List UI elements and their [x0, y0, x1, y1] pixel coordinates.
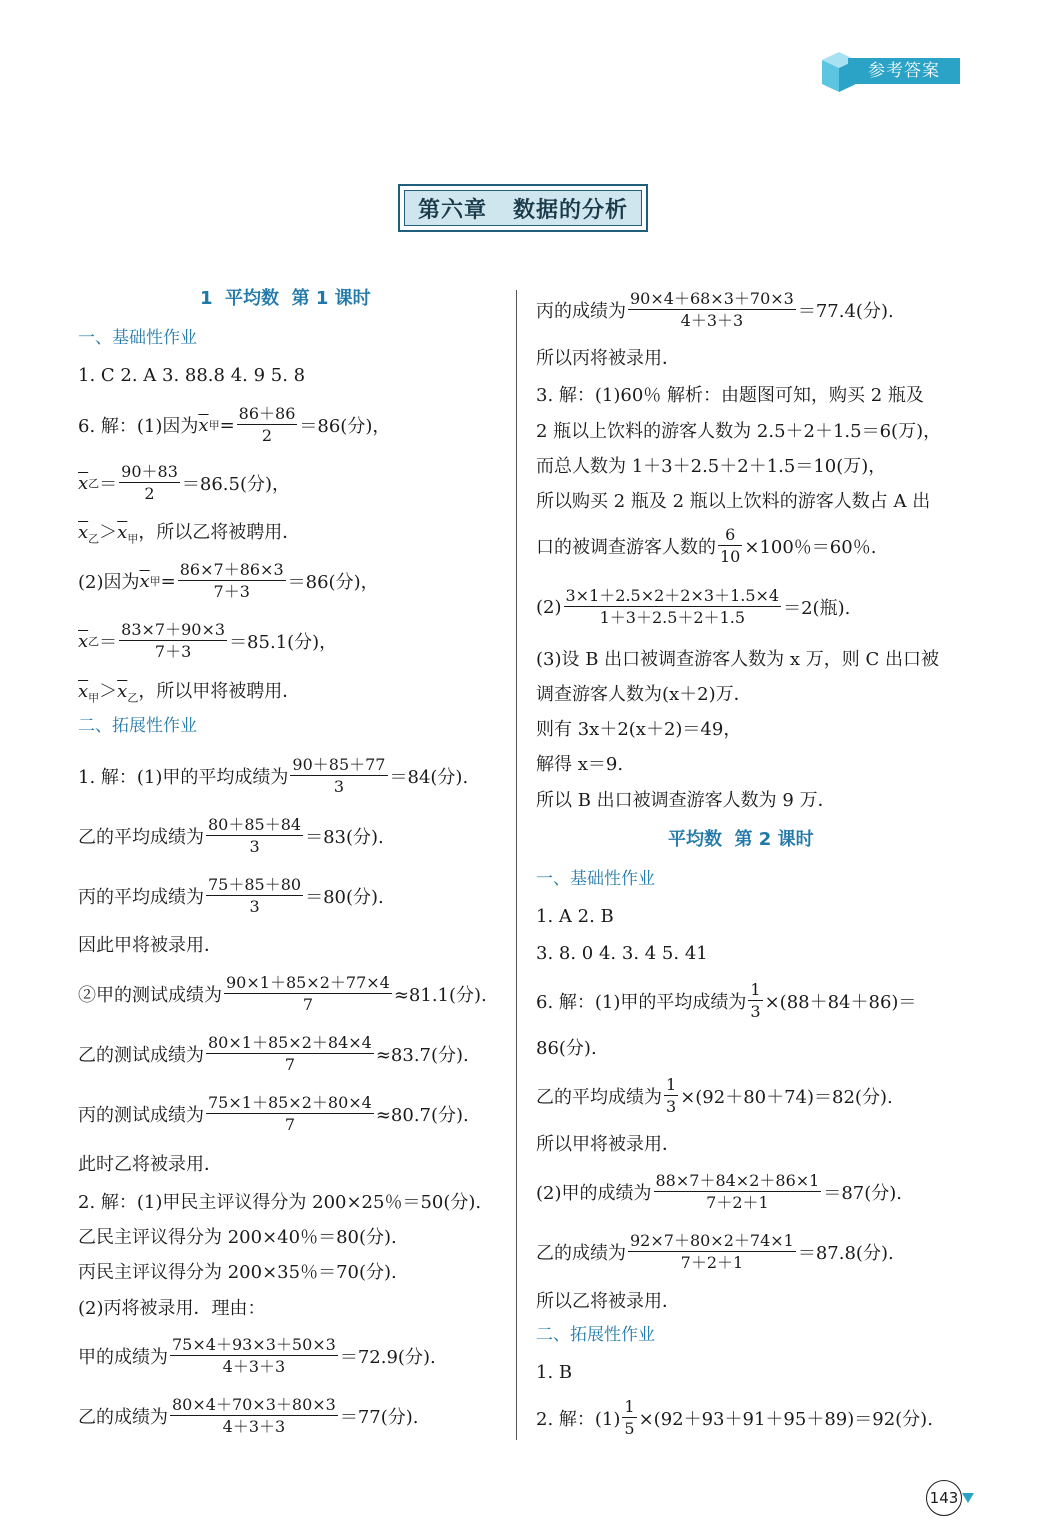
lesson-title: 1 平均数 第 1 课时 [200, 288, 371, 309]
answer-line: $\overline{x}$ 乙 ＝ $\frac{83\times 7+90\times 3}{7+3}$ ＝85.1(分)， [78, 620, 338, 662]
answer-line: 所以购买 2 瓶及 2 瓶以上饮料的游客人数占 A 出 [536, 491, 931, 512]
chapter-heading [398, 184, 648, 232]
answer-line: 6. 解：(1)因为 $\overline{x}$ 甲 = $\frac{86+86}{2}$ ＝86(分)， [78, 404, 391, 446]
answer-line: 所以甲将被录用． [536, 1134, 680, 1155]
answer-line: 6. 解：(1)甲的平均成绩为 $\frac{1}{3}$ ×(88＋84＋86)＝ [536, 980, 917, 1022]
answer-line: 乙的平均成绩为 $\frac{1}{3}$ ×(92＋80＋74)＝82(分). [536, 1075, 893, 1117]
section-basic: 一、基础性作业 [536, 869, 655, 889]
answer-line: 因此甲将被录用． [78, 935, 222, 956]
fraction: $\frac{1}{3}$ [750, 980, 761, 1022]
answer-line: 乙的平均成绩为 $\frac{80+85+84}{3}$ ＝83(分). [78, 815, 384, 857]
answer-line: 口的被调查游客人数的 $\frac{6}{10}$ ×100％＝60％. [536, 525, 877, 567]
chapter-title: 第六章 数据的分析 [404, 190, 642, 226]
answer-line: 1. 解：(1)甲的平均成绩为 $\frac{90+85+77}{3}$ ＝84(分). [78, 755, 469, 797]
answer-line: (2)因为 $\overline{x}$ 甲 = $\frac{86\times 7+86\times 3}{7+3}$ ＝86(分)， [78, 560, 379, 602]
answer-line: 所以乙将被录用． [536, 1291, 680, 1312]
section-extension: 二、拓展性作业 [536, 1325, 655, 1345]
fraction: $\frac{92\times 7+80\times 2+74\times 1}{7+2+1}$ [630, 1231, 794, 1273]
answer-line: 所以 B 出口被调查游客人数为 9 万． [536, 790, 836, 811]
answer-line: 乙的测试成绩为 $\frac{80\times 1+85\times 2+84\times 4}{7}$ ≈83.7(分). [78, 1033, 469, 1075]
fraction: $\frac{75\times 4+93\times 3+50\times 3}{4+3+3}$ [172, 1335, 336, 1377]
fraction: $\frac{83\times 7+90\times 3}{7+3}$ [121, 620, 226, 662]
answer-line: 3. 8. 0 4. 3. 4 5. 41 [536, 943, 708, 964]
section-extension: 二、拓展性作业 [78, 716, 197, 736]
answer-line: 3. 解：(1)60％ 解析：由题图可知，购买 2 瓶及 [536, 385, 924, 406]
answer-line: 而总人数为 1＋3＋2.5＋2＋1.5＝10(万)， [536, 456, 887, 477]
answer-line: (3)设 B 出口被调查游客人数为 x 万，则 C 出口被 [536, 649, 939, 670]
fraction: $\frac{80\times 1+85\times 2+84\times 4}{7}$ [208, 1033, 372, 1075]
answer-line: 2. 解：(1) $\frac{1}{5}$ ×(92＋93＋91＋95＋89)＝92(分). [536, 1397, 933, 1439]
answer-line: (2) $\frac{3\times 1+2.5\times 2+2\times 3+1.5\times 4}{1+3+2.5+2+1.5}$ ＝2(瓶). [536, 586, 851, 628]
answer-line: 丙民主评议得分为 200×35％＝70(分). [78, 1262, 397, 1283]
section-basic: 一、基础性作业 [78, 328, 197, 348]
answer-line: 丙的平均成绩为 $\frac{75+85+80}{3}$ ＝80(分). [78, 875, 384, 917]
answer-line: 此时乙将被录用． [78, 1154, 222, 1175]
answer-line: 所以丙将被录用． [536, 348, 680, 369]
answer-line: 丙的成绩为 $\frac{90\times 4+68\times 3+70\times 3}{4+3+3}$ ＝77.4(分). [536, 289, 894, 331]
fraction: $\frac{80\times 4+70\times 3+80\times 3}{4+3+3}$ [172, 1395, 336, 1437]
fraction: $\frac{90+85+77}{3}$ [292, 755, 386, 797]
fraction: $\frac{75+85+80}{3}$ [208, 875, 302, 917]
answer-line: 解得 x＝9. [536, 754, 624, 775]
answer-line: (2)丙将被录用．理由： [78, 1298, 266, 1319]
answer-line: 则有 3x＋2(x＋2)＝49， [536, 719, 742, 740]
answer-line: $\overline{x}_乙>\overline{x}_甲$，所以乙将被聘用． [78, 522, 301, 546]
fraction: $\frac{75\times 1+85\times 2+80\times 4}{7}$ [208, 1093, 372, 1135]
fraction: $\frac{1}{3}$ [666, 1075, 677, 1117]
fraction: $\frac{86\times 7+86\times 3}{7+3}$ [179, 560, 284, 602]
answer-key-badge: 参考答案 [848, 58, 960, 84]
answer-line: (2)甲的成绩为 $\frac{88\times 7+84\times 2+86\times 1}{7+2+1}$ ＝87(分). [536, 1171, 903, 1213]
answer-line: 调查游客人数为(x＋2)万． [536, 684, 752, 705]
fraction: $\frac{80+85+84}{3}$ [208, 815, 302, 857]
fraction: $\frac{90+83}{2}$ [121, 462, 178, 504]
fraction: $\frac{1}{5}$ [624, 1397, 635, 1439]
answer-line: ②甲的测试成绩为 $\frac{90\times 1+85\times 2+77\times 4}{7}$ ≈81.1(分). [78, 973, 487, 1015]
answer-line: $\overline{x}$ 乙 ＝ $\frac{90+83}{2}$ ＝86.5(分)， [78, 462, 291, 504]
fraction: $\frac{86+86}{2}$ [238, 404, 296, 446]
lesson-title: 平均数 第 2 课时 [668, 829, 814, 850]
answer-line: 乙的成绩为 $\frac{92\times 7+80\times 2+74\times 1}{7+2+1}$ ＝87.8(分). [536, 1231, 894, 1273]
answer-line: 2. 解：(1)甲民主评议得分为 200×25％＝50(分). [78, 1192, 482, 1213]
fraction: $\frac{3\times 1+2.5\times 2+2\times 3+1.5\times 4}{1+3+2.5+2+1.5}$ [565, 586, 780, 628]
answer-line: 丙的测试成绩为 $\frac{75\times 1+85\times 2+80\times 4}{7}$ ≈80.7(分). [78, 1093, 469, 1135]
answer-line: 1. B [536, 1362, 573, 1383]
answer-line: 乙民主评议得分为 200×40％＝80(分). [78, 1227, 397, 1248]
answer-line: 86(分). [536, 1038, 597, 1059]
fraction: $\frac{6}{10}$ [720, 525, 741, 567]
fraction: $\frac{90\times 4+68\times 3+70\times 3}{4+3+3}$ [630, 289, 794, 331]
page-number: 143 [926, 1480, 962, 1516]
fraction: $\frac{90\times 1+85\times 2+77\times 4}{7}$ [226, 973, 390, 1015]
answer-line: 2 瓶以上饮料的游客人数为 2.5＋2＋1.5＝6(万)， [536, 421, 942, 442]
answer-line: $\overline{x}_甲>\overline{x}_乙$，所以甲将被聘用． [78, 681, 301, 705]
answer-line: 1. A 2. B [536, 906, 614, 927]
fraction: $\frac{88\times 7+84\times 2+86\times 1}{7+2+1}$ [655, 1171, 820, 1213]
triangle-icon [962, 1493, 974, 1503]
column-divider [516, 290, 517, 1440]
answer-line: 乙的成绩为 $\frac{80\times 4+70\times 3+80\times 3}{4+3+3}$ ＝77(分). [78, 1395, 419, 1437]
answer-line: 甲的成绩为 $\frac{75\times 4+93\times 3+50\times 3}{4+3+3}$ ＝72.9(分). [78, 1335, 436, 1377]
answer-line: 1. C 2. A 3. 88.8 4. 9 5. 8 [78, 365, 306, 386]
